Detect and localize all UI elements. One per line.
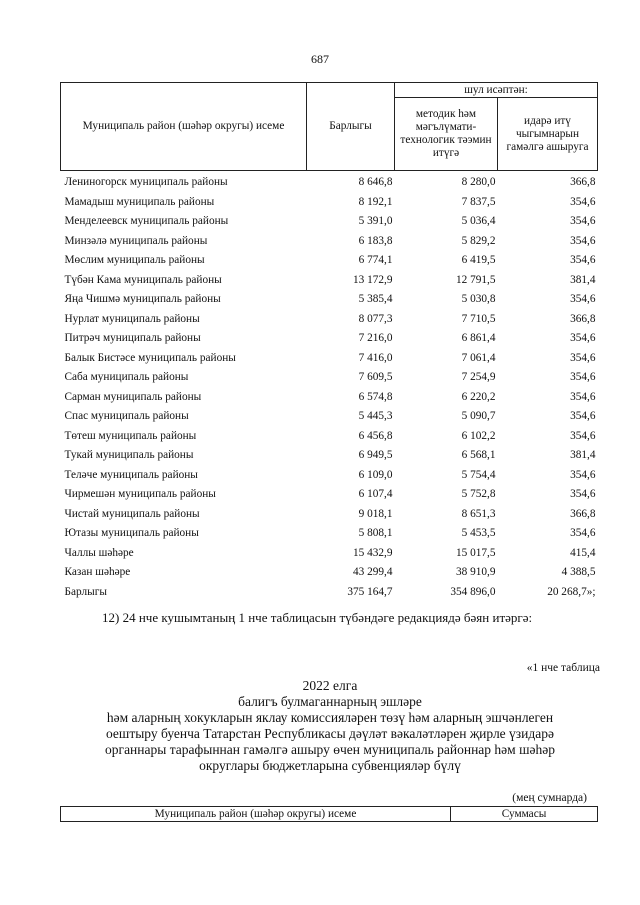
row-management: 354,6 bbox=[570, 215, 596, 227]
row-management: 354,6 bbox=[570, 351, 596, 364]
row-methodical: 7 837,5 bbox=[461, 195, 496, 208]
row-methodical: 354 896,0 bbox=[450, 585, 496, 598]
row-management: 20 268,7»; bbox=[547, 585, 596, 598]
header-including: шул исәптән: bbox=[395, 83, 598, 98]
table-row bbox=[61, 446, 598, 466]
table-row bbox=[61, 388, 598, 408]
row-methodical: 6 861,4 bbox=[461, 332, 496, 344]
row-management: 354,6 bbox=[570, 410, 596, 422]
table-row bbox=[61, 563, 598, 583]
title-line: оештыру буенча Татарстан Республикасы дәүләт вәкаләтләрен җирле үзидарә bbox=[106, 726, 554, 741]
row-name: Мамадыш муниципаль районы bbox=[64, 195, 215, 208]
row-name: Балык Бистәсе муниципаль районы bbox=[64, 351, 236, 364]
table-row bbox=[61, 310, 598, 330]
row-name: Яңа Чишмә муниципаль районы bbox=[64, 293, 221, 305]
row-total: 8 646,8 bbox=[358, 176, 393, 188]
row-name: Төтеш муниципаль районы bbox=[64, 429, 197, 442]
header-management-column: идарә итү чыгымнарын гамәлгә ашыруга bbox=[498, 98, 598, 171]
table-row bbox=[61, 290, 598, 310]
row-methodical: 5 829,2 bbox=[461, 234, 496, 247]
row-management: 366,8 bbox=[570, 176, 596, 188]
row-methodical: 5 754,4 bbox=[461, 468, 496, 481]
row-total: 5 445,3 bbox=[358, 410, 393, 422]
table-row bbox=[61, 524, 598, 544]
row-methodical: 5 030,8 bbox=[461, 293, 496, 305]
page-number: 687 bbox=[311, 52, 329, 66]
row-methodical: 6 220,2 bbox=[461, 390, 496, 403]
row-name: Чирмешән муниципаль районы bbox=[64, 488, 216, 500]
row-name: Теләче муниципаль районы bbox=[64, 468, 198, 481]
row-management: 415,4 bbox=[570, 546, 596, 559]
row-name: Нурлат муниципаль районы bbox=[64, 312, 200, 325]
row-name: Түбән Кама муниципаль районы bbox=[64, 273, 222, 286]
row-methodical: 8 280,0 bbox=[461, 176, 496, 188]
row-methodical: 38 910,9 bbox=[455, 566, 496, 578]
row-methodical: 7 254,9 bbox=[461, 371, 496, 383]
table-row bbox=[61, 271, 598, 291]
row-management: 354,6 bbox=[570, 195, 596, 208]
row-management: 354,6 bbox=[570, 254, 596, 266]
row-methodical: 15 017,5 bbox=[455, 546, 496, 559]
row-total: 7 416,0 bbox=[358, 351, 393, 364]
row-name: Чаллы шәһәре bbox=[64, 546, 134, 559]
subvention-table bbox=[60, 82, 598, 602]
row-name: Мөслим муниципаль районы bbox=[64, 254, 205, 266]
row-methodical: 6 102,2 bbox=[461, 429, 496, 442]
row-total: 6 183,8 bbox=[358, 234, 393, 247]
row-total: 5 808,1 bbox=[358, 527, 393, 539]
table-row bbox=[61, 505, 598, 525]
row-total: 6 109,0 bbox=[358, 468, 393, 481]
header-total-column: Барлыгы bbox=[307, 83, 395, 171]
row-name: Ютазы муниципаль районы bbox=[64, 527, 199, 539]
row-total: 13 172,9 bbox=[352, 273, 393, 286]
header-name-column: Муниципаль район (шәһәр округы) исеме bbox=[61, 807, 451, 822]
row-total: 6 574,8 bbox=[358, 390, 393, 403]
row-total: 5 385,4 bbox=[358, 293, 393, 305]
row-methodical: 6 419,5 bbox=[461, 254, 496, 266]
row-name: Тукай муниципаль районы bbox=[64, 449, 194, 461]
table-row bbox=[61, 329, 598, 349]
row-management: 354,6 bbox=[570, 371, 596, 383]
table-row bbox=[61, 349, 598, 369]
row-management: 354,6 bbox=[570, 488, 596, 500]
table-row bbox=[61, 232, 598, 252]
row-management: 4 388,5 bbox=[561, 566, 596, 578]
row-name: Спас муниципаль районы bbox=[64, 410, 189, 422]
row-methodical: 12 791,5 bbox=[455, 273, 496, 286]
row-total: 9 018,1 bbox=[358, 507, 393, 520]
row-name: Питрәч муниципаль районы bbox=[64, 332, 201, 344]
row-management: 354,6 bbox=[570, 527, 596, 539]
distribution-table-header bbox=[60, 806, 598, 822]
row-name: Барлыгы bbox=[64, 585, 107, 598]
row-methodical: 7 061,4 bbox=[461, 351, 496, 364]
title-line: округлары бюджетларына субвенцияләр бүлү bbox=[199, 758, 461, 773]
table-row bbox=[61, 583, 598, 603]
row-name: Минзәлә муниципаль районы bbox=[64, 234, 208, 247]
table-row bbox=[61, 251, 598, 271]
table-title bbox=[60, 678, 600, 774]
table-reference: «1 нче таблица bbox=[526, 662, 600, 674]
row-methodical: 6 568,1 bbox=[461, 449, 496, 461]
row-management: 354,6 bbox=[570, 390, 596, 403]
row-name: Лениногорск муниципаль районы bbox=[64, 176, 228, 188]
table-body bbox=[61, 171, 598, 603]
row-methodical: 5 453,5 bbox=[461, 527, 496, 539]
row-management: 354,6 bbox=[570, 332, 596, 344]
row-name: Саба муниципаль районы bbox=[64, 371, 189, 383]
row-total: 5 391,0 bbox=[358, 215, 393, 227]
table-row bbox=[61, 212, 598, 232]
row-methodical: 5 752,8 bbox=[461, 488, 496, 500]
row-total: 6 774,1 bbox=[358, 254, 393, 266]
table-row bbox=[61, 427, 598, 447]
row-name: Казан шәһәре bbox=[64, 566, 131, 578]
row-methodical: 7 710,5 bbox=[461, 312, 496, 325]
title-line: 2022 елга bbox=[302, 678, 358, 693]
row-total: 43 299,4 bbox=[352, 566, 393, 578]
row-management: 354,6 bbox=[570, 468, 596, 481]
table-row bbox=[61, 544, 598, 564]
row-management: 366,8 bbox=[570, 312, 596, 325]
table-row bbox=[61, 171, 598, 193]
item-12-paragraph: 12) 24 нче кушымтаның 1 нче таблицасын түбәндәге редакциядә бәян итәргә: bbox=[102, 610, 533, 625]
row-management: 381,4 bbox=[570, 273, 596, 286]
row-total: 7 216,0 bbox=[358, 332, 393, 344]
row-total: 8 077,3 bbox=[358, 312, 393, 325]
table-row bbox=[61, 368, 598, 388]
table-row bbox=[61, 485, 598, 505]
row-management: 381,4 bbox=[570, 449, 596, 461]
row-total: 15 432,9 bbox=[352, 546, 393, 559]
row-management: 366,8 bbox=[570, 507, 596, 520]
title-line: органнары тарафыннан гамәлгә ашыру өчен муниципаль районнар һәм шәһәр bbox=[105, 742, 555, 757]
row-management: 354,6 bbox=[570, 293, 596, 305]
title-line: һәм аларның хокукларын яклау комиссияләрен төзү һәм аларның эшчәнлеген bbox=[106, 710, 554, 725]
row-name: Менделеевск муниципаль районы bbox=[64, 215, 229, 227]
row-methodical: 5 090,7 bbox=[461, 410, 496, 422]
row-total: 6 456,8 bbox=[358, 429, 393, 442]
header-methodical-column: методик һәм мәгълүмати-технологик тәэмин итүгә bbox=[395, 98, 498, 171]
row-methodical: 5 036,4 bbox=[461, 215, 496, 227]
row-name: Чистай муниципаль районы bbox=[64, 507, 200, 520]
row-total: 6 949,5 bbox=[358, 449, 393, 461]
table-row bbox=[61, 193, 598, 213]
table-row bbox=[61, 466, 598, 486]
title-line: балигъ булмаганнарның эшләре bbox=[238, 694, 422, 709]
row-methodical: 8 651,3 bbox=[461, 507, 496, 520]
row-total: 8 192,1 bbox=[358, 195, 393, 208]
table-row bbox=[61, 407, 598, 427]
header-name-column: Муниципаль район (шәһәр округы) исеме bbox=[61, 83, 307, 171]
row-total: 375 164,7 bbox=[347, 585, 393, 598]
row-management: 354,6 bbox=[570, 234, 596, 247]
row-total: 6 107,4 bbox=[358, 488, 393, 500]
units-note: (мең сумнарда) bbox=[512, 792, 587, 804]
row-name: Сарман муниципаль районы bbox=[64, 390, 202, 403]
row-management: 354,6 bbox=[570, 429, 596, 442]
header-sum-column: Суммасы bbox=[451, 807, 598, 822]
row-total: 7 609,5 bbox=[358, 371, 393, 383]
